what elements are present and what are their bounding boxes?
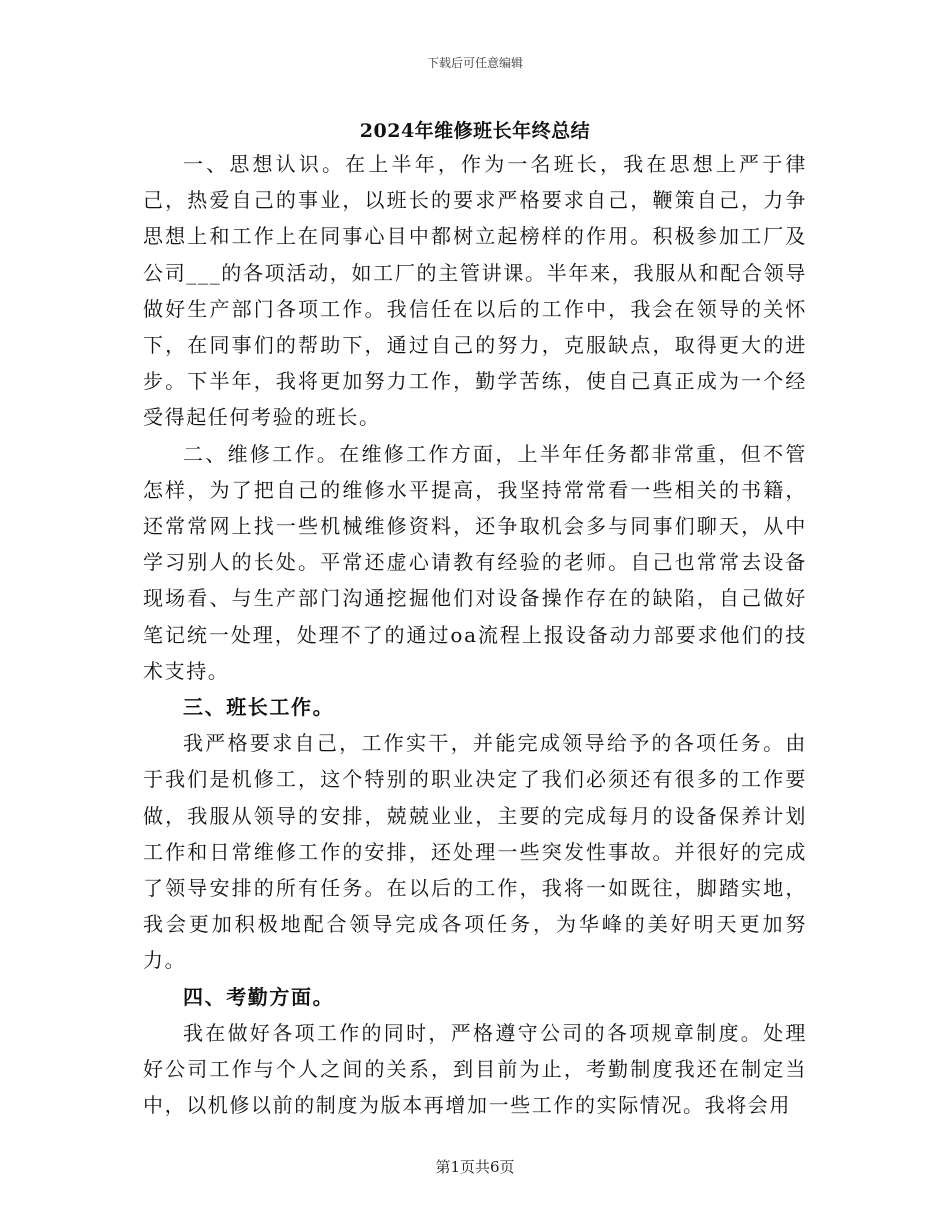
paragraph-team-leader: 我严格要求自己，工作实干，并能完成领导给予的各项任务。由于我们是机修工，这个特别的职业决定了我们必须还有很多的工作要做，我服从领导的安排，兢兢业业，主要的完成每月的设备保养计划工作和日常维修工作的安排，还处理一些突发性事故。并很好的完成了领导安排的所有任务。在以后的工作，我将一如既往，脚踏实地，我会更加积极地配合领导完成各项任务，为华峰的美好明天更加努力。 [143, 731, 807, 973]
paragraph-maintenance: 二、维修工作。在维修工作方面，上半年任务都非常重，但不管怎样，为了把自己的维修水平提高，我坚持常常看一些相关的书籍，还常常网上找一些机械维修资料，还争取机会多与同事们聊天，从中学习别人的长处。平常还虚心请教有经验的老师。自己也常常去设备现场看、与生产部门沟通挖掘他们对设备操作存在的缺陷，自己做好笔记统一处理，处理不了的通过oa流程上报设备动力部要求他们的技术支持。 [143, 441, 807, 683]
section-heading-attendance: 四、考勤方面。 [183, 984, 335, 1009]
section-heading-team-leader: 三、班长工作。 [183, 695, 335, 720]
paragraph-attendance: 我在做好各项工作的同时，严格遵守公司的各项规章制度。处理好公司工作与个人之间的关系，到目前为止，考勤制度我还在制定当中，以机修以前的制度为版本再增加一些工作的实际情况。我将会用 [143, 1020, 807, 1118]
paragraph-thought: 一、思想认识。在上半年，作为一名班长，我在思想上严于律己，热爱自己的事业，以班长的要求严格要求自己，鞭策自己，力争思想上和工作上在同事心目中都树立起榜样的作用。积极参加工厂及公司___的各项活动，如工厂的主管讲课。半年来，我服从和配合领导做好生产部门各项工作。我信任在以后的工作中，我会在领导的关怀下，在同事们的帮助下，通过自己的努力，克服缺点，取得更大的进步。下半年，我将更加努力工作，勤学苦练，使自己真正成为一个经受得起任何考验的班长。 [143, 152, 807, 430]
document-body [143, 146, 807, 1123]
document-title: 2024年维修班长年终总结 [359, 120, 591, 142]
page-header: 下载后可任意编辑 [426, 56, 523, 70]
page-footer: 第1页共6页 [435, 1158, 515, 1176]
